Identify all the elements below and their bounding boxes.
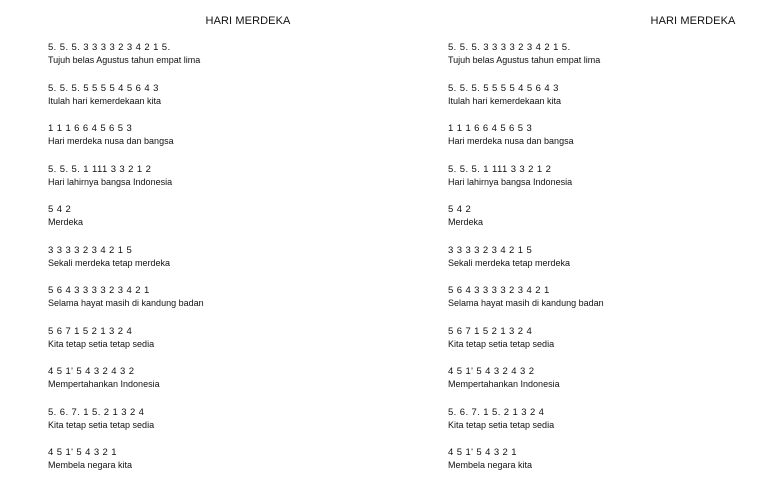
verse: [448, 285, 768, 326]
verse-notes: 5. 5. 5. 5 5 5 5 4 5 6 4 3: [48, 82, 159, 94]
verse: [48, 326, 388, 367]
verse-notes: 5. 5. 5. 1 111 3 3 2 1 2: [448, 163, 552, 175]
verse: [48, 123, 388, 164]
verse-lyric: Kita tetap setia tetap sedia: [448, 338, 555, 349]
verse: [448, 42, 768, 83]
verse-lyric: Kita tetap setia tetap sedia: [448, 419, 555, 430]
verse-notes: 3 3 3 3 2 3 4 2 1 5: [48, 244, 133, 256]
verse-lyric: Membela negara kita: [448, 460, 533, 470]
verse-lyric: Membela negara kita: [48, 460, 133, 470]
verse-notes: 5 6 4 3 3 3 3 2 3 4 2 1: [48, 285, 150, 296]
verse-notes: 5 6 4 3 3 3 3 2 3 4 2 1: [448, 285, 550, 296]
verse-lyric: Selama hayat masih di kandung badan: [448, 298, 604, 308]
verse: [448, 204, 768, 245]
verse-notes: 5. 5. 5. 1 111 3 3 2 1 2: [48, 163, 152, 175]
verse-lyric: Hari lahirnya bangsa Indonesia: [48, 176, 173, 187]
verse-notes: 5 6 7 1 5 2 1 3 2 4: [448, 325, 533, 337]
song-title: HARI MERDEKA: [205, 15, 291, 27]
verse: [48, 42, 388, 83]
verse-notes: 1 1 1 6 6 4 5 6 5 3: [448, 123, 533, 134]
verse-notes: 3 3 3 3 2 3 4 2 1 5: [448, 244, 533, 256]
verse-lyric: Hari lahirnya bangsa Indonesia: [448, 176, 573, 187]
verse-lyric: Merdeka: [448, 217, 484, 227]
verse-notes: 4 5 1' 5 4 3 2 4 3 2: [448, 366, 535, 377]
verse-notes: 5 4 2: [48, 204, 72, 215]
verse-list: [48, 42, 388, 488]
verse-lyric: Itulah hari kemerdekaan kita: [448, 95, 562, 106]
verse: [48, 285, 388, 326]
verse: [448, 164, 768, 205]
song-sheet-left: [48, 14, 388, 484]
verse-lyric: Mempertahankan Indonesia: [448, 379, 560, 389]
verse-notes: 5 4 2: [448, 204, 472, 215]
verse: [48, 204, 388, 245]
song-sheet-right: [448, 14, 768, 484]
verse-lyric: Merdeka: [48, 217, 84, 227]
verse-notes: 4 5 1' 5 4 3 2 1: [448, 447, 517, 458]
verse: [48, 164, 388, 205]
verse-lyric: Kita tetap setia tetap sedia: [48, 419, 155, 430]
verse-lyric: Tujuh belas Agustus tahun empat lima: [448, 55, 601, 65]
verse-list: [448, 42, 768, 488]
verse-notes: 4 5 1' 5 4 3 2 4 3 2: [48, 366, 135, 377]
verse: [448, 245, 768, 286]
verse: [448, 447, 768, 488]
verse: [448, 326, 768, 367]
verse: [448, 83, 768, 124]
verse: [448, 366, 768, 407]
verse: [48, 245, 388, 286]
verse-notes: 5. 5. 5. 3 3 3 3 2 3 4 2 1 5.: [448, 42, 571, 53]
verse-lyric: Sekali merdeka tetap merdeka: [48, 257, 171, 268]
verse-lyric: Selama hayat masih di kandung badan: [48, 298, 204, 308]
verse-notes: 5. 6. 7. 1 5. 2 1 3 2 4: [448, 406, 545, 418]
verse-lyric: Tujuh belas Agustus tahun empat lima: [48, 55, 201, 65]
verse-lyric: Itulah hari kemerdekaan kita: [48, 95, 162, 106]
verse: [448, 123, 768, 164]
verse-notes: 5. 5. 5. 3 3 3 3 2 3 4 2 1 5.: [48, 42, 171, 53]
verse-lyric: Mempertahankan Indonesia: [48, 379, 160, 389]
verse: [48, 407, 388, 448]
verse-lyric: Hari merdeka nusa dan bangsa: [48, 136, 174, 146]
verse: [48, 366, 388, 407]
verse-notes: 4 5 1' 5 4 3 2 1: [48, 447, 117, 458]
verse: [48, 447, 388, 488]
verse-lyric: Sekali merdeka tetap merdeka: [448, 257, 571, 268]
song-title: HARI MERDEKA: [650, 15, 736, 27]
verse-lyric: Kita tetap setia tetap sedia: [48, 338, 155, 349]
verse-notes: 5. 6. 7. 1 5. 2 1 3 2 4: [48, 406, 145, 418]
verse: [448, 407, 768, 448]
verse-notes: 5 6 7 1 5 2 1 3 2 4: [48, 325, 133, 337]
verse-notes: 5. 5. 5. 5 5 5 5 4 5 6 4 3: [448, 82, 559, 94]
verse-notes: 1 1 1 6 6 4 5 6 5 3: [48, 123, 133, 134]
verse-lyric: Hari merdeka nusa dan bangsa: [448, 136, 574, 146]
verse: [48, 83, 388, 124]
